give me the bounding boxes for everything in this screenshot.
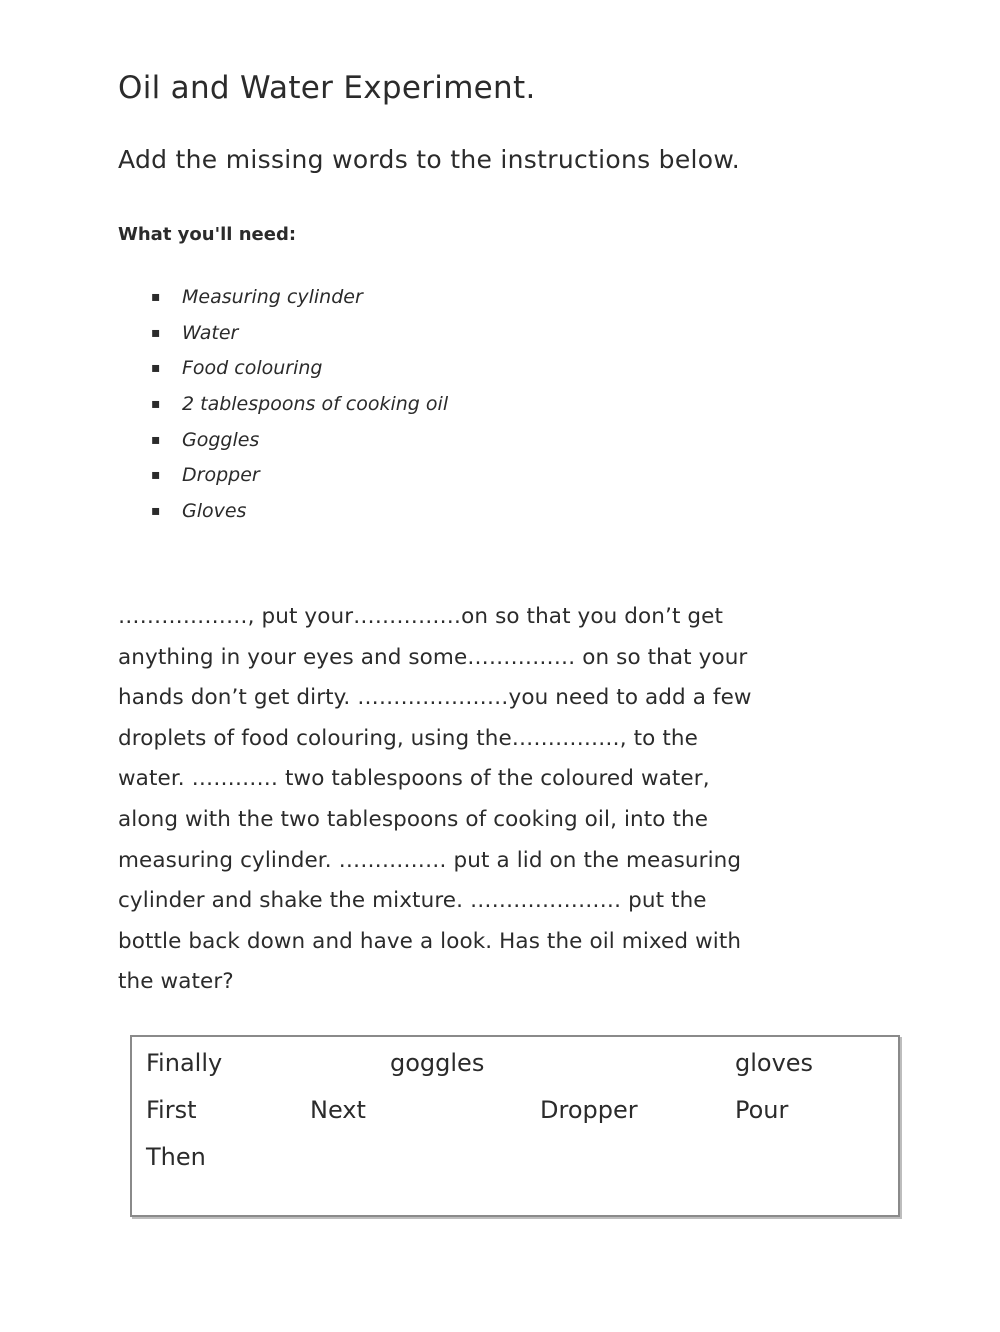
materials-item — [148, 423, 448, 459]
word-bank-word-gloves: gloves — [735, 1049, 814, 1077]
bullet-icon: ▪ — [151, 503, 161, 520]
cloze-line: the water? — [118, 969, 234, 995]
cloze-line: water. ………… two tablespoons of the coloured water, — [118, 766, 710, 792]
word-bank-word-next: Next — [310, 1096, 366, 1124]
cloze-line: hands don’t get dirty. …………………you need to add a few — [118, 685, 752, 711]
bullet-icon: ▪ — [151, 360, 161, 377]
materials-item-label: 2 tablespoons of cooking oil — [182, 393, 449, 416]
materials-item-label: Goggles — [182, 428, 260, 451]
cloze-paragraph — [118, 597, 908, 1003]
bullet-icon: ▪ — [151, 467, 161, 484]
materials-heading: What you'll need: — [118, 224, 297, 245]
bullet-icon: ▪ — [151, 396, 161, 413]
materials-list — [148, 280, 448, 530]
cloze-line: droplets of food colouring, using the……………, to the — [118, 725, 698, 751]
word-bank-word-dropper: Dropper — [540, 1096, 638, 1124]
materials-item — [148, 351, 448, 387]
materials-item-label: Food colouring — [182, 357, 323, 380]
materials-item-label: Measuring cylinder — [182, 286, 363, 308]
cloze-line: cylinder and shake the mixture. ………………… put the — [118, 888, 707, 914]
word-bank-word-goggles: goggles — [390, 1049, 485, 1077]
cloze-line: measuring cylinder. …………… put a lid on the measuring — [118, 847, 742, 873]
materials-item-label: Gloves — [182, 500, 247, 523]
materials-item — [148, 458, 448, 494]
cloze-line: anything in your eyes and some…………… on so that your — [118, 644, 748, 670]
worksheet-title: Oil and Water Experiment. — [118, 70, 536, 106]
word-bank-word-pour: Pour — [735, 1096, 789, 1124]
bullet-icon: ▪ — [151, 324, 161, 341]
cloze-line: bottle back down and have a look. Has the oil mixed with — [118, 928, 742, 954]
worksheet-instructions: Add the missing words to the instructions below. — [118, 145, 741, 174]
word-bank-box — [130, 1035, 900, 1217]
materials-item — [148, 280, 448, 316]
bullet-icon: ▪ — [151, 289, 161, 305]
cloze-line: ………………, put your……………on so that you don’t get — [118, 604, 724, 629]
bullet-icon: ▪ — [151, 431, 161, 448]
materials-item — [148, 494, 448, 530]
materials-item-label: Water — [182, 321, 239, 344]
materials-item — [148, 387, 448, 423]
word-bank-word-first: First — [146, 1096, 197, 1124]
word-bank-word-then: Then — [146, 1143, 206, 1171]
word-bank-word-finally: Finally — [146, 1049, 223, 1077]
materials-item — [148, 316, 448, 352]
cloze-line: along with the two tablespoons of cooking oil, into the — [118, 806, 709, 832]
materials-item-label: Dropper — [182, 464, 260, 487]
